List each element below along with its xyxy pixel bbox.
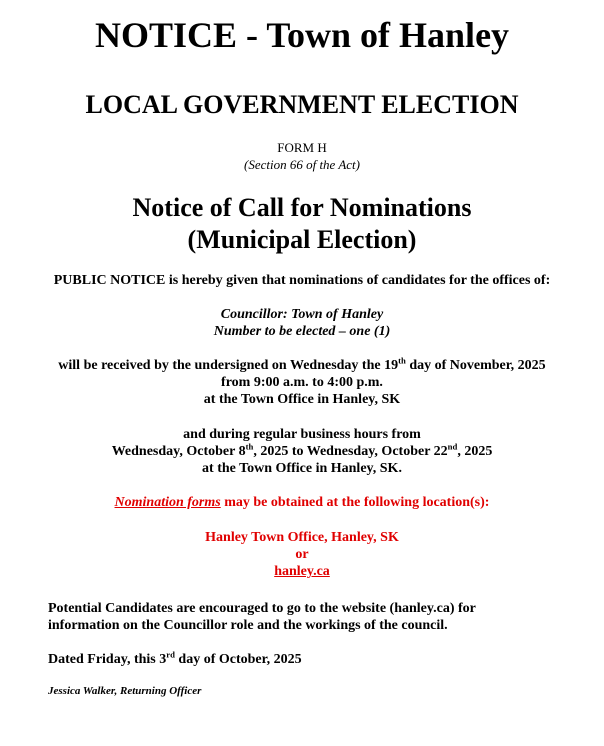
form-label: FORM H [277,140,327,155]
regular-dates-line: Wednesday, October 8th, 2025 to Wednesday, October 22nd, 2025 [111,441,493,459]
public-notice-text: PUBLIC NOTICE is hereby given that nominations of candidates for the offices of: [53,273,551,288]
nomination-forms-line: Nomination forms may be obtained at the following location(s): [114,495,490,510]
received-line: will be received by the undersigned on Wednesday the 19th day of November, 2025 [58,355,546,373]
dated-line: Dated Friday, this 3rd day of October, 2025 [48,649,302,667]
candidates-info-line2: information on the Councillor role and the workings of the council. [48,618,448,633]
nomination-forms-link[interactable]: Nomination forms [114,495,221,510]
candidates-info-line1: Potential Candidates are encouraged to go to the website (hanley.ca) for [48,601,476,616]
regular-place: at the Town Office in Hanley, SK. [202,461,402,476]
section-reference: (Section 66 of the Act) [243,157,360,172]
or-separator: or [295,547,309,562]
call-heading-line2: (Municipal Election) [187,225,417,254]
election-subtitle: LOCAL GOVERNMENT ELECTION [85,90,519,119]
returning-officer-signature: Jessica Walker, Returning Officer [48,685,202,697]
office-name: Councillor: Town of Hanley [220,307,384,322]
received-time: from 9:00 a.m. to 4:00 p.m. [221,375,383,390]
received-place: at the Town Office in Hanley, SK [203,392,401,407]
website-link[interactable]: hanley.ca [274,564,330,579]
number-to-be-elected: Number to be elected – one (1) [213,324,391,339]
call-heading-line1: Notice of Call for Nominations [132,193,472,222]
nomination-location: Hanley Town Office, Hanley, SK [205,530,399,545]
notice-title: NOTICE - Town of Hanley [94,15,510,55]
regular-hours-line: and during regular business hours from [183,427,421,442]
